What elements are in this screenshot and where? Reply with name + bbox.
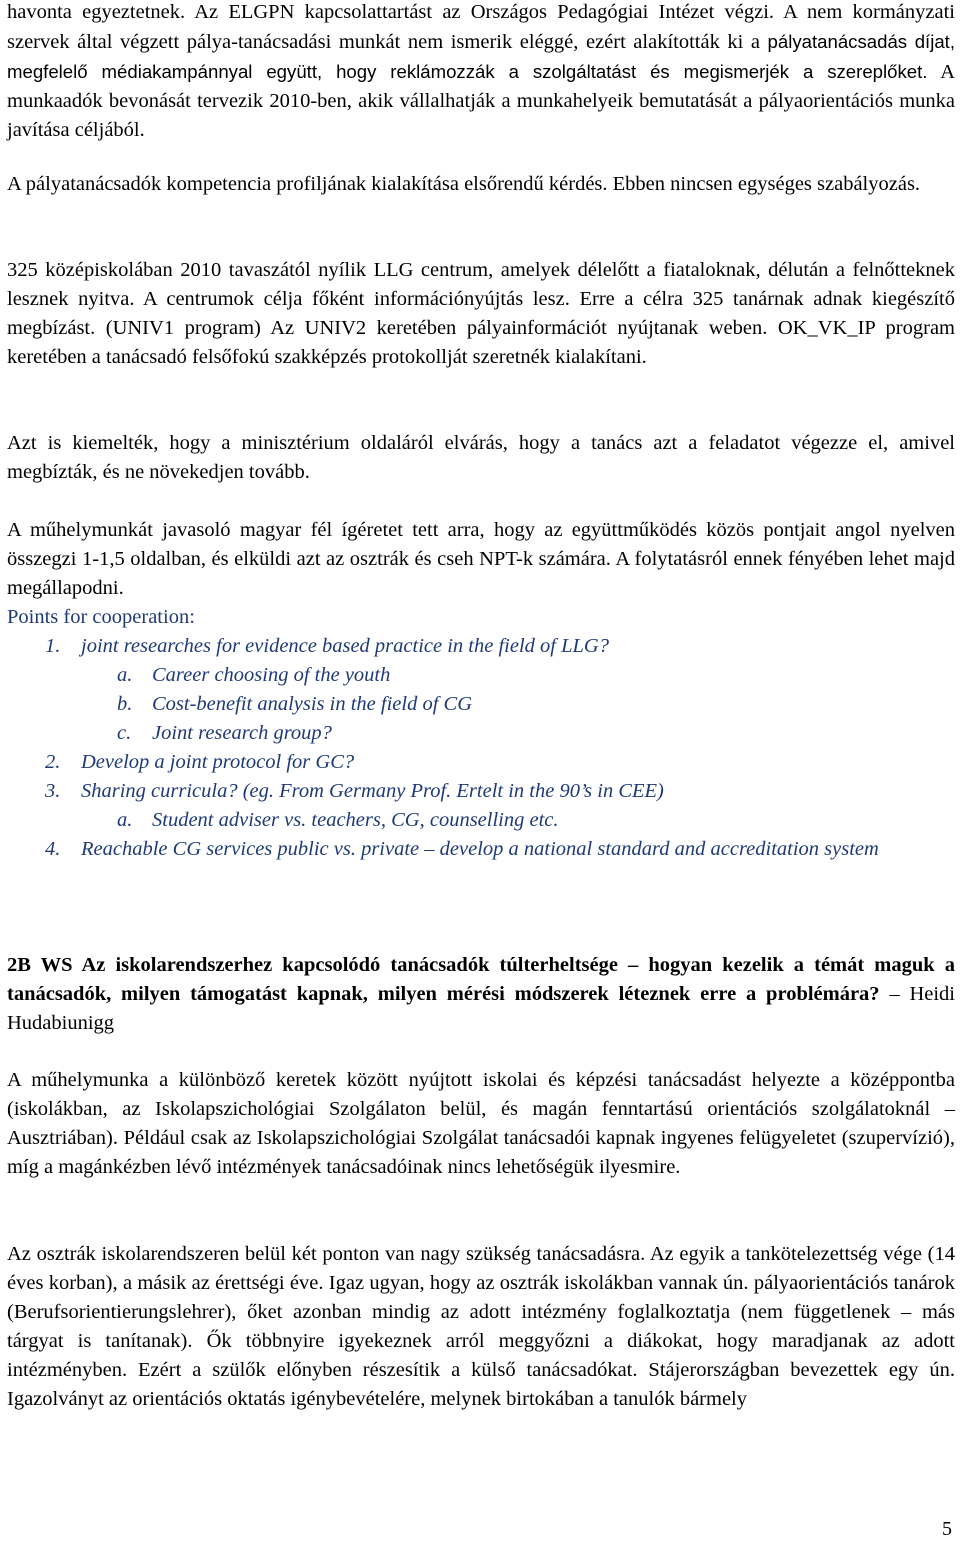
- list-item: [117, 690, 473, 719]
- list-item-number: c.: [117, 722, 132, 744]
- page-number: 5: [942, 1518, 952, 1540]
- workshop-title-text: 2B WS Az iskolarendszerhez kapcsolódó tanácsadók túlterheltsége – hogyan kezelik a témát maguk a tanácsadók, milyen támogatást kapnak, milyen mérési módszerek léteznek erre a problémára?: [7, 954, 955, 1005]
- list-item: [117, 661, 391, 690]
- list-item-number: a.: [117, 664, 133, 686]
- paragraph-ministry: Azt is kiemelték, hogy a minisztérium oldaláról elvárás, hogy a tanács azt a feladatot végezze el, amivel megbízták, és ne növekedjen tovább.: [7, 432, 955, 483]
- cooperation-heading: Points for cooperation:: [7, 606, 195, 628]
- paragraph-workshop-counselling: A műhelymunka a különböző keretek között nyújtott iskolai és képzési tanácsadást helyezte a középpontba (iskolákban, az Iskolapszichológiai Szolgálaton belül, és magán fenntartású orientációs szolgálatoknál – Ausztriában). Például csak az Iskolapszichológiai Szolgálat tanácsadói kapnak ingyenes felügyeletet (szupervízió), míg a magánkézben lévő intézmények tanácsadóinak nincs lehetőségük ilyesmire.: [7, 1069, 955, 1178]
- list-item-text: Sharing curricula? (eg. From Germany Prof. Ertelt in the 90’s in CEE): [81, 780, 664, 802]
- workshop-title: [7, 951, 955, 1038]
- paragraph-austrian-school-system: Az osztrák iskolarendszeren belül két ponton van nagy szükség tanácsadásra. Az egyik a tankötelezettség vége (14 éves korban), a másik az érettségi éve. Igaz ugyan, hogy az osztrák iskolákban vannak ún. pályaorientációs tanárok (Berufsorientierungslehrer), őket azonban mindig az adott intézmény foglalkoztatja (nem függetlenek – más tárgyat is tanítanak). Ők többnyire igyekeznek arról meggyőzni a diákokat, hogy maradjanak az adott intézményben. Ezért a szülők előnyben részesítik a külső tanácsadókat. Stájerországban bevezettek egy ún. Igazolványt az orientációs oktatás igénybevételére, melynek birtokában a tanulók bármely: [7, 1243, 955, 1410]
- list-item-text: Reachable CG services public vs. private – develop a national standard and accreditation system: [81, 838, 879, 860]
- list-item: [117, 806, 559, 835]
- list-item-text: Cost-benefit analysis in the field of CG: [152, 693, 473, 715]
- list-item: [45, 748, 355, 777]
- list-item-number: 2.: [45, 751, 61, 773]
- list-item-text: Student adviser vs. teachers, CG, counselling etc.: [152, 809, 559, 831]
- paragraph-llg-centres: 325 középiskolában 2010 tavaszától nyílik LLG centrum, amelyek délelőtt a fiataloknak, délután a felnőtteknek lesznek nyitva. A centrumok célja főként információnyújtás lesz. Erre a célra 325 tanárnak adnak kiegészítő megbízást. (UNIV1 program) Az UNIV2 keretében pályainformációt nyújtanak weben. OK_VK_IP program keretében a tanácsadó felsőfokú szakképzés protokollját szeretnék kialakítani.: [7, 259, 955, 368]
- list-item-text: Career choosing of the youth: [152, 664, 391, 686]
- list-item-number: 1.: [45, 635, 61, 657]
- list-item: [45, 835, 955, 864]
- list-item-text: joint researches for evidence based practice in the field of LLG?: [81, 635, 609, 657]
- list-item: [45, 632, 609, 661]
- paragraph-elgpn: [7, 0, 955, 145]
- workshop-presenter: – Heidi Hudabiunigg: [7, 983, 956, 1034]
- paragraph-summary-promise: A műhelymunkát javasoló magyar fél ígéretet tett arra, hogy az együttműködés közös pontjait angol nyelven összegzi 1-1,5 oldalban, és elküldi azt az osztrák és cseh NPT-k számára. A folytatásról ennek fényében lehet majd megállapodni.: [7, 519, 955, 599]
- paragraph-employers-text: A munkaadók bevonását tervezik 2010-ben, akik vállalhatják a munkahelyeik bemutatását a pályaorientációs munka javítása céljából.: [7, 61, 956, 141]
- paragraph-elgpn-sans-text: pályatanácsadás díjat, megfelelő médiakampánnyal együtt, hogy reklámozzák a szolgáltatást és megismerjék a szereplőket.: [7, 31, 956, 82]
- list-item-text: Develop a joint protocol for GC?: [81, 751, 355, 773]
- paragraph-elgpn-text: havonta egyeztetnek. Az ELGPN kapcsolattartást az Országos Pedagógiai Intézet végzi. A nem kormányzati szervek által végzett pálya-tanácsadási munkát nem ismerik eléggé, ezért alakították ki a: [7, 1, 955, 53]
- list-item-number: 3.: [45, 780, 61, 802]
- list-item-number: 4.: [45, 838, 61, 860]
- list-item-number: a.: [117, 809, 133, 831]
- list-item-number: b.: [117, 693, 133, 715]
- paragraph-competence-profile: A pályatanácsadók kompetencia profiljának kialakítása elsőrendű kérdés. Ebben nincsen egységes szabályozás.: [7, 173, 921, 195]
- list-item: [45, 777, 664, 806]
- list-item-text: Joint research group?: [152, 722, 332, 744]
- list-item: [117, 719, 332, 748]
